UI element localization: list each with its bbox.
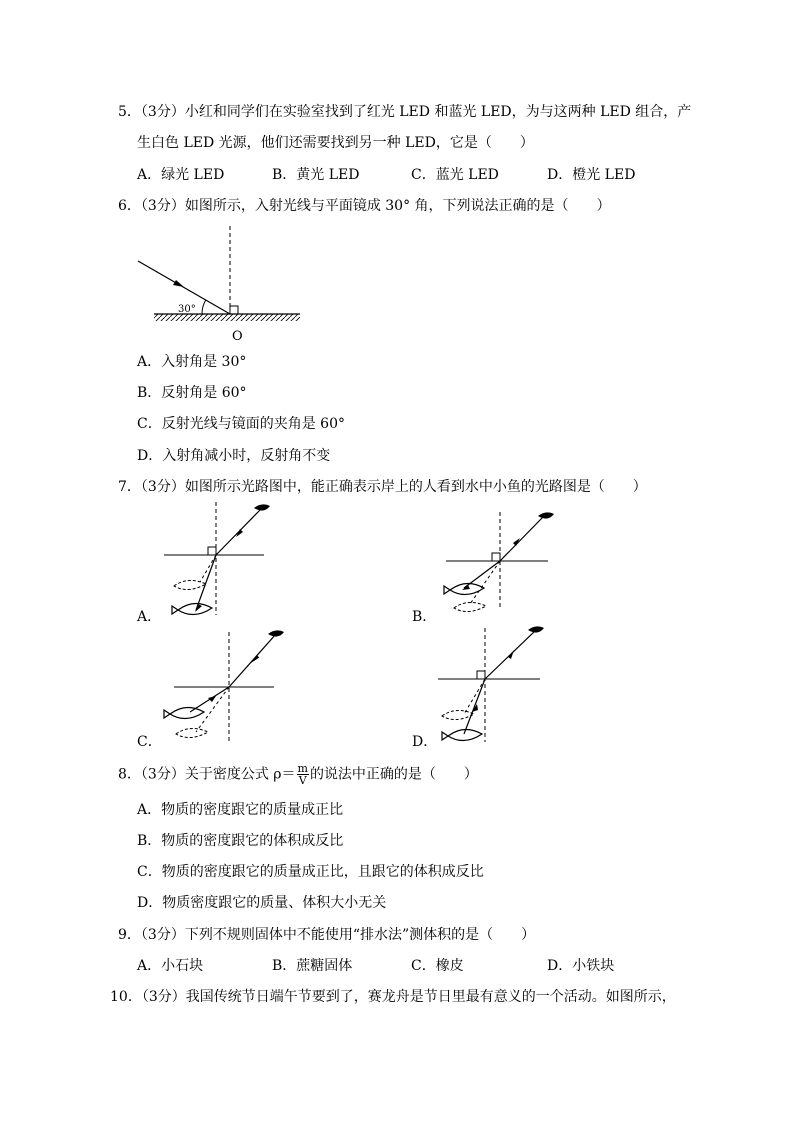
fish-virtual-icon bbox=[442, 710, 474, 719]
angle-arc bbox=[202, 300, 206, 314]
q7-label-d: D． bbox=[412, 734, 438, 750]
q8-stem-pre: 8．（3分）关于密度公式 ρ＝ bbox=[118, 766, 296, 783]
q8-option-c[interactable]: C．物质的密度跟它的质量成正比，且跟它的体积成反比 bbox=[137, 864, 484, 880]
fraction-denominator: V bbox=[298, 774, 307, 787]
q7-figure-a[interactable] bbox=[160, 500, 280, 625]
q6-option-b[interactable]: B．反射角是 60° bbox=[137, 385, 247, 401]
right-angle-mark bbox=[230, 306, 238, 314]
eye-icon bbox=[538, 512, 554, 518]
q5-stem-line2: 生白色 LED 光源，他们还需要找到另一种 LED，它是（ ） bbox=[137, 135, 534, 151]
eye-icon bbox=[254, 504, 270, 510]
point-o-label: O bbox=[232, 329, 243, 344]
q8-option-a[interactable]: A．物质的密度跟它的质量成正比 bbox=[137, 802, 344, 818]
q7-figure-d[interactable] bbox=[430, 624, 560, 748]
fish-icon bbox=[172, 603, 212, 614]
angle-label: 30° bbox=[178, 304, 196, 315]
q7-label-c: C． bbox=[137, 734, 162, 750]
q5-option-d[interactable]: D．橙光 LED bbox=[547, 167, 636, 183]
q8-stem bbox=[118, 763, 478, 786]
q5-option-c[interactable]: C．蓝光 LED bbox=[411, 167, 499, 183]
eye-icon bbox=[528, 626, 544, 632]
fish-virtual-icon bbox=[454, 602, 486, 611]
q10-stem-line1: 10．（3分）我国传统节日端午节要到了，赛龙舟是节日里最有意义的一个活动。如图所示， bbox=[110, 989, 676, 1005]
q6-option-c[interactable]: C．反射光线与镜面的夹角是 60° bbox=[137, 416, 345, 432]
q5-option-a[interactable]: A．绿光 LED bbox=[137, 167, 225, 183]
q9-option-b[interactable]: B．蔗糖固体 bbox=[272, 958, 353, 974]
q7-label-a: A． bbox=[137, 609, 162, 625]
q8-option-d[interactable]: D．物质密度跟它的质量、体积大小无关 bbox=[137, 895, 387, 911]
q5-stem-line1: 5．（3分）小红和同学们在实验室找到了红光 LED 和蓝光 LED，为与这两种 LED 组合，产 bbox=[118, 104, 692, 120]
q9-option-c[interactable]: C．橡皮 bbox=[411, 958, 464, 974]
fish-icon bbox=[442, 729, 482, 740]
q6-stem: 6．（3分）如图所示，入射光线与平面镜成 30° 角，下列说法正确的是（ ） bbox=[118, 198, 611, 214]
q7-label-b: B． bbox=[412, 609, 437, 625]
eye-icon bbox=[268, 630, 284, 636]
q6-reflection-diagram bbox=[130, 222, 310, 344]
incident-arrow bbox=[173, 280, 184, 287]
q7-figure-c[interactable] bbox=[160, 628, 290, 748]
q6-option-d[interactable]: D．入射角减小时，反射角不变 bbox=[137, 448, 331, 464]
q9-option-d[interactable]: D．小铁块 bbox=[547, 958, 615, 974]
density-fraction bbox=[297, 763, 309, 786]
q5-option-b[interactable]: B．黄光 LED bbox=[272, 167, 360, 183]
fish-virtual-icon bbox=[176, 728, 208, 737]
q9-option-a[interactable]: A．小石块 bbox=[137, 958, 204, 974]
mirror-hatching bbox=[154, 314, 300, 321]
q7-stem: 7．（3分）如图所示光路图中，能正确表示岸上的人看到水中小鱼的光路图是（ ） bbox=[118, 479, 647, 495]
fish-icon bbox=[164, 707, 204, 718]
q7-figure-b[interactable] bbox=[440, 510, 560, 625]
fish-virtual-icon bbox=[174, 580, 206, 589]
q8-option-b[interactable]: B．物质的密度跟它的体积成反比 bbox=[137, 833, 344, 849]
fraction-numerator: m bbox=[297, 762, 308, 775]
q8-stem-post: 的说法中正确的是（ ） bbox=[309, 766, 478, 783]
q6-option-a[interactable]: A．入射角是 30° bbox=[137, 354, 247, 370]
q9-stem: 9．（3分）下列不规则固体中不能使用“排水法”测体积的是（ ） bbox=[118, 927, 536, 943]
